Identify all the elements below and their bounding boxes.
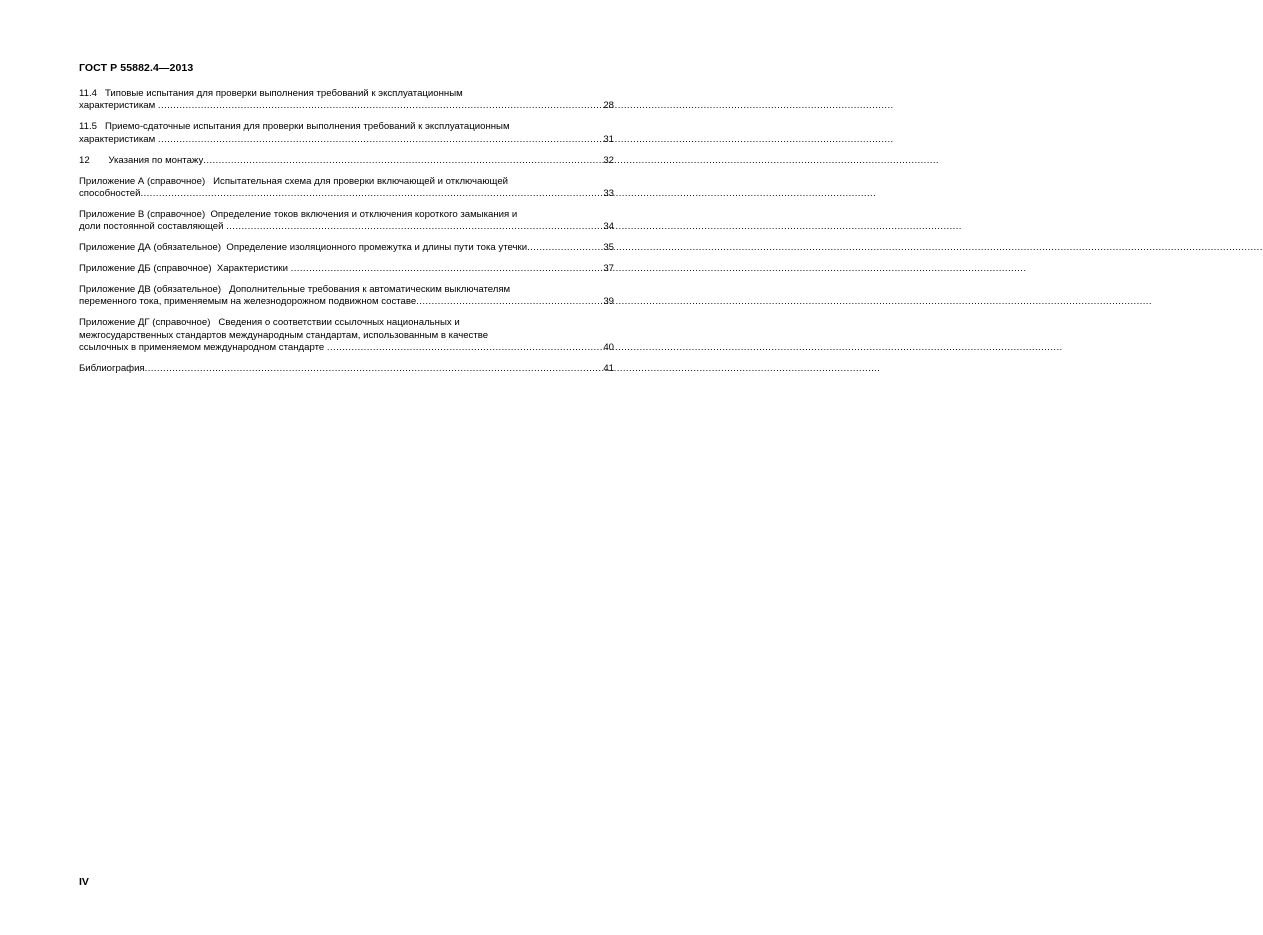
toc-entry-line (79, 221, 614, 233)
toc-entry[interactable] (79, 121, 614, 146)
toc-entry[interactable] (79, 263, 614, 275)
toc-entry[interactable] (79, 284, 614, 309)
toc-entry-line (79, 188, 614, 200)
toc-entry-text: способностей (79, 187, 141, 199)
toc-entry-text: доли постоянной составляющей (79, 221, 227, 233)
dot-leader (158, 134, 602, 146)
toc-entry-text: межгосударственных стандартов международным стандартам, использованным в качестве (79, 329, 489, 341)
toc-entry-text: Приложение ДВ (обязательное) Дополнительные требования к автоматическим выключателям (79, 283, 511, 295)
toc-entry-line (79, 209, 614, 221)
dot-leader (158, 100, 602, 112)
toc-entry-line (79, 363, 614, 375)
toc-entry-line (79, 134, 614, 146)
toc-entry[interactable] (79, 176, 614, 201)
toc-page-number: 40 (603, 342, 614, 354)
dot-leader (527, 242, 602, 254)
toc-entry-text: Библиография (79, 363, 145, 374)
toc-entry-line (79, 330, 614, 342)
toc-entry-text: переменного тока, применяемым на железнодорожном подвижном составе (79, 296, 417, 308)
dot-leader (145, 363, 603, 375)
toc-entry-line (79, 296, 614, 308)
toc-entry-text: Приложение ДА (обязательное) Определение изоляционного промежутка и длины пути тока утечки (79, 242, 528, 254)
toc-page-number: 37 (603, 263, 614, 275)
toc-entry-line (79, 100, 614, 112)
toc-entry-line (79, 88, 614, 100)
toc-entry-text: 12 Указания по монтажу (79, 154, 204, 166)
dot-leader (291, 263, 603, 275)
toc-entry[interactable] (79, 242, 614, 254)
toc-page-number: 39 (603, 296, 614, 308)
toc-entry-text: Приложение В (справочное) Определение токов включения и отключения короткого замыкания и (79, 208, 518, 220)
toc-page-number: 31 (603, 133, 614, 145)
dot-leader (203, 155, 602, 167)
dot-leader (140, 188, 602, 200)
dot-leader (327, 342, 602, 354)
toc-entry-text: 11.4 Типовые испытания для проверки выполнения требований к эксплуатационным (79, 88, 463, 99)
toc-entry[interactable] (79, 209, 614, 234)
table-of-contents (79, 88, 614, 384)
toc-page-number: 32 (603, 154, 614, 166)
toc-entry[interactable] (79, 317, 614, 354)
toc-entry-line (79, 284, 614, 296)
toc-entry-line (79, 263, 614, 275)
toc-page-number: 28 (603, 100, 614, 112)
toc-entry-text: 11.5 Приемо-сдаточные испытания для проверки выполнения требований к эксплуатационным (79, 121, 510, 133)
toc-entry[interactable] (79, 88, 614, 113)
toc-entry-text: Приложение А (справочное) Испытательная схема для проверки включающей и отключающей (79, 175, 509, 187)
toc-entry-text: ссылочных в применяемом международном стандарте (79, 342, 327, 354)
toc-entry[interactable] (79, 155, 614, 167)
toc-page-number: 35 (603, 242, 614, 254)
toc-page-number: 34 (603, 221, 614, 233)
toc-entry-text: характеристикам (79, 100, 158, 112)
document-header: ГОСТ Р 55882.4—2013 (79, 62, 194, 74)
dot-leader (416, 296, 602, 308)
toc-page-number: 33 (603, 187, 614, 199)
toc-entry[interactable] (79, 363, 614, 375)
toc-entry-text: характеристикам (79, 133, 158, 145)
page-number: IV (79, 876, 89, 888)
toc-entry-line (79, 121, 614, 133)
dot-leader (226, 221, 602, 233)
toc-entry-line (79, 342, 614, 354)
toc-page-number: 41 (603, 363, 614, 374)
toc-entry-line (79, 242, 614, 254)
toc-entry-line (79, 176, 614, 188)
toc-entry-line (79, 155, 614, 167)
toc-entry-text: Приложение ДГ (справочное) Сведения о соответствии ссылочных национальных и (79, 317, 460, 329)
toc-entry-line (79, 317, 614, 329)
toc-entry-text: Приложение ДБ (справочное) Характеристики (79, 263, 291, 275)
